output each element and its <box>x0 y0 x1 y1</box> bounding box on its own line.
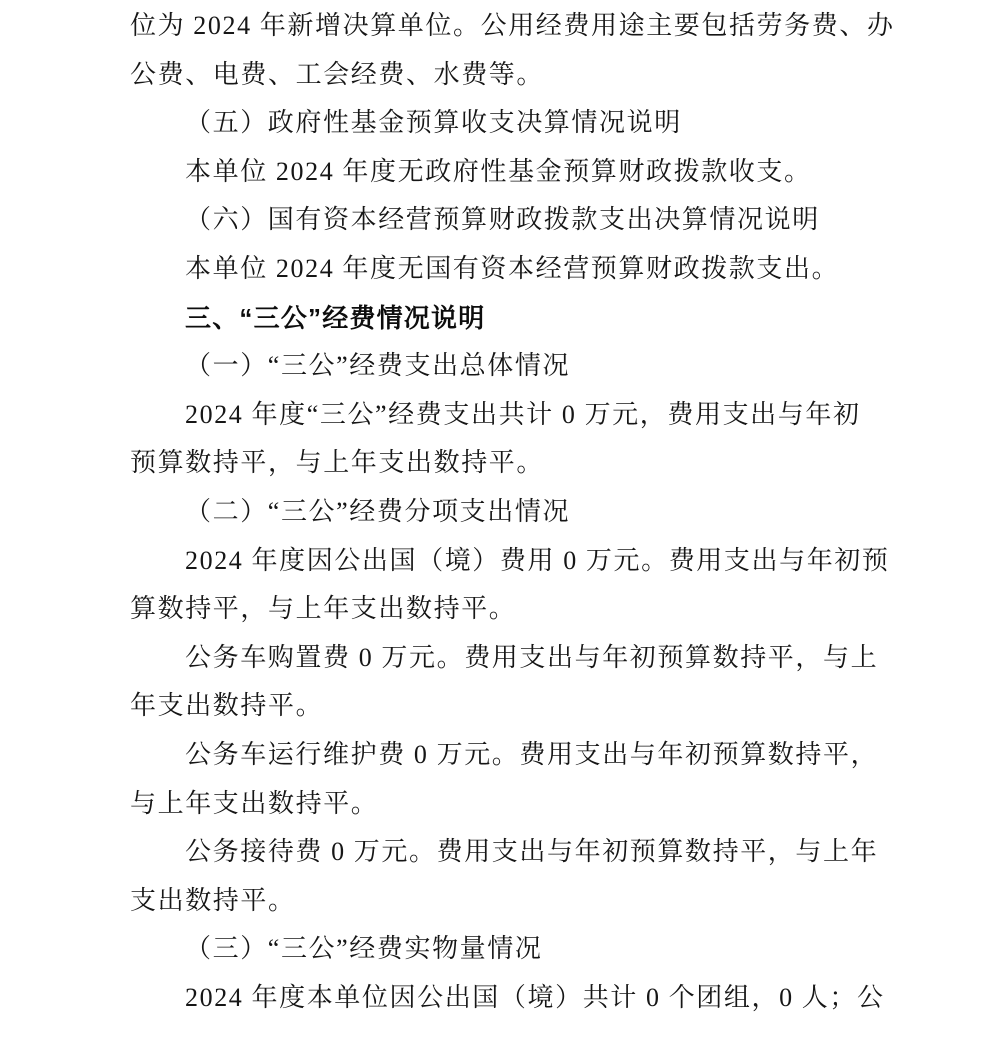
text-line: 位为 2024 年新增决算单位。公用经费用途主要包括劳务费、办 <box>130 11 895 40</box>
text-line: 年支出数持平。 <box>130 691 324 721</box>
text-line: （六）国有资本经营预算财政拨款支出决算情况说明 <box>185 205 820 235</box>
text-line: 本单位 2024 年度无国有资本经营预算财政拨款支出。 <box>185 253 840 283</box>
text-line: 公务车运行维护费 0 万元。费用支出与年初预算数持平， <box>185 739 879 769</box>
text-line: 2024 年度本单位因公出国（境）共计 0 个团组，0 人；公 <box>185 982 885 1012</box>
text-line: 支出数持平。 <box>130 885 296 915</box>
text-line: 公费、电费、工会经费、水费等。 <box>130 59 545 89</box>
text-line: （一）“三公”经费支出总体情况 <box>185 351 571 381</box>
text-line: （三）“三公”经费实物量情况 <box>185 934 543 964</box>
text-line: 本单位 2024 年度无政府性基金预算财政拨款收支。 <box>185 156 812 186</box>
text-line: 预算数持平，与上年支出数持平。 <box>130 448 545 478</box>
text-line: 算数持平，与上年支出数持平。 <box>130 594 517 624</box>
text-line: （五）政府性基金预算收支决算情况说明 <box>185 108 682 138</box>
text-line: （二）“三公”经费分项支出情况 <box>185 496 571 526</box>
text-line: 与上年支出数持平。 <box>130 788 379 818</box>
text-line: 2024 年度因公出国（境）费用 0 万元。费用支出与年初预 <box>185 545 890 575</box>
text-line: 2024 年度“三公”经费支出共计 0 万元，费用支出与年初 <box>185 399 861 429</box>
text-line: 公务接待费 0 万元。费用支出与年初预算数持平，与上年 <box>185 837 879 867</box>
text-line: 公务车购置费 0 万元。费用支出与年初预算数持平，与上 <box>185 642 879 672</box>
section-heading-line: 三、“三公”经费情况说明 <box>185 302 486 333</box>
